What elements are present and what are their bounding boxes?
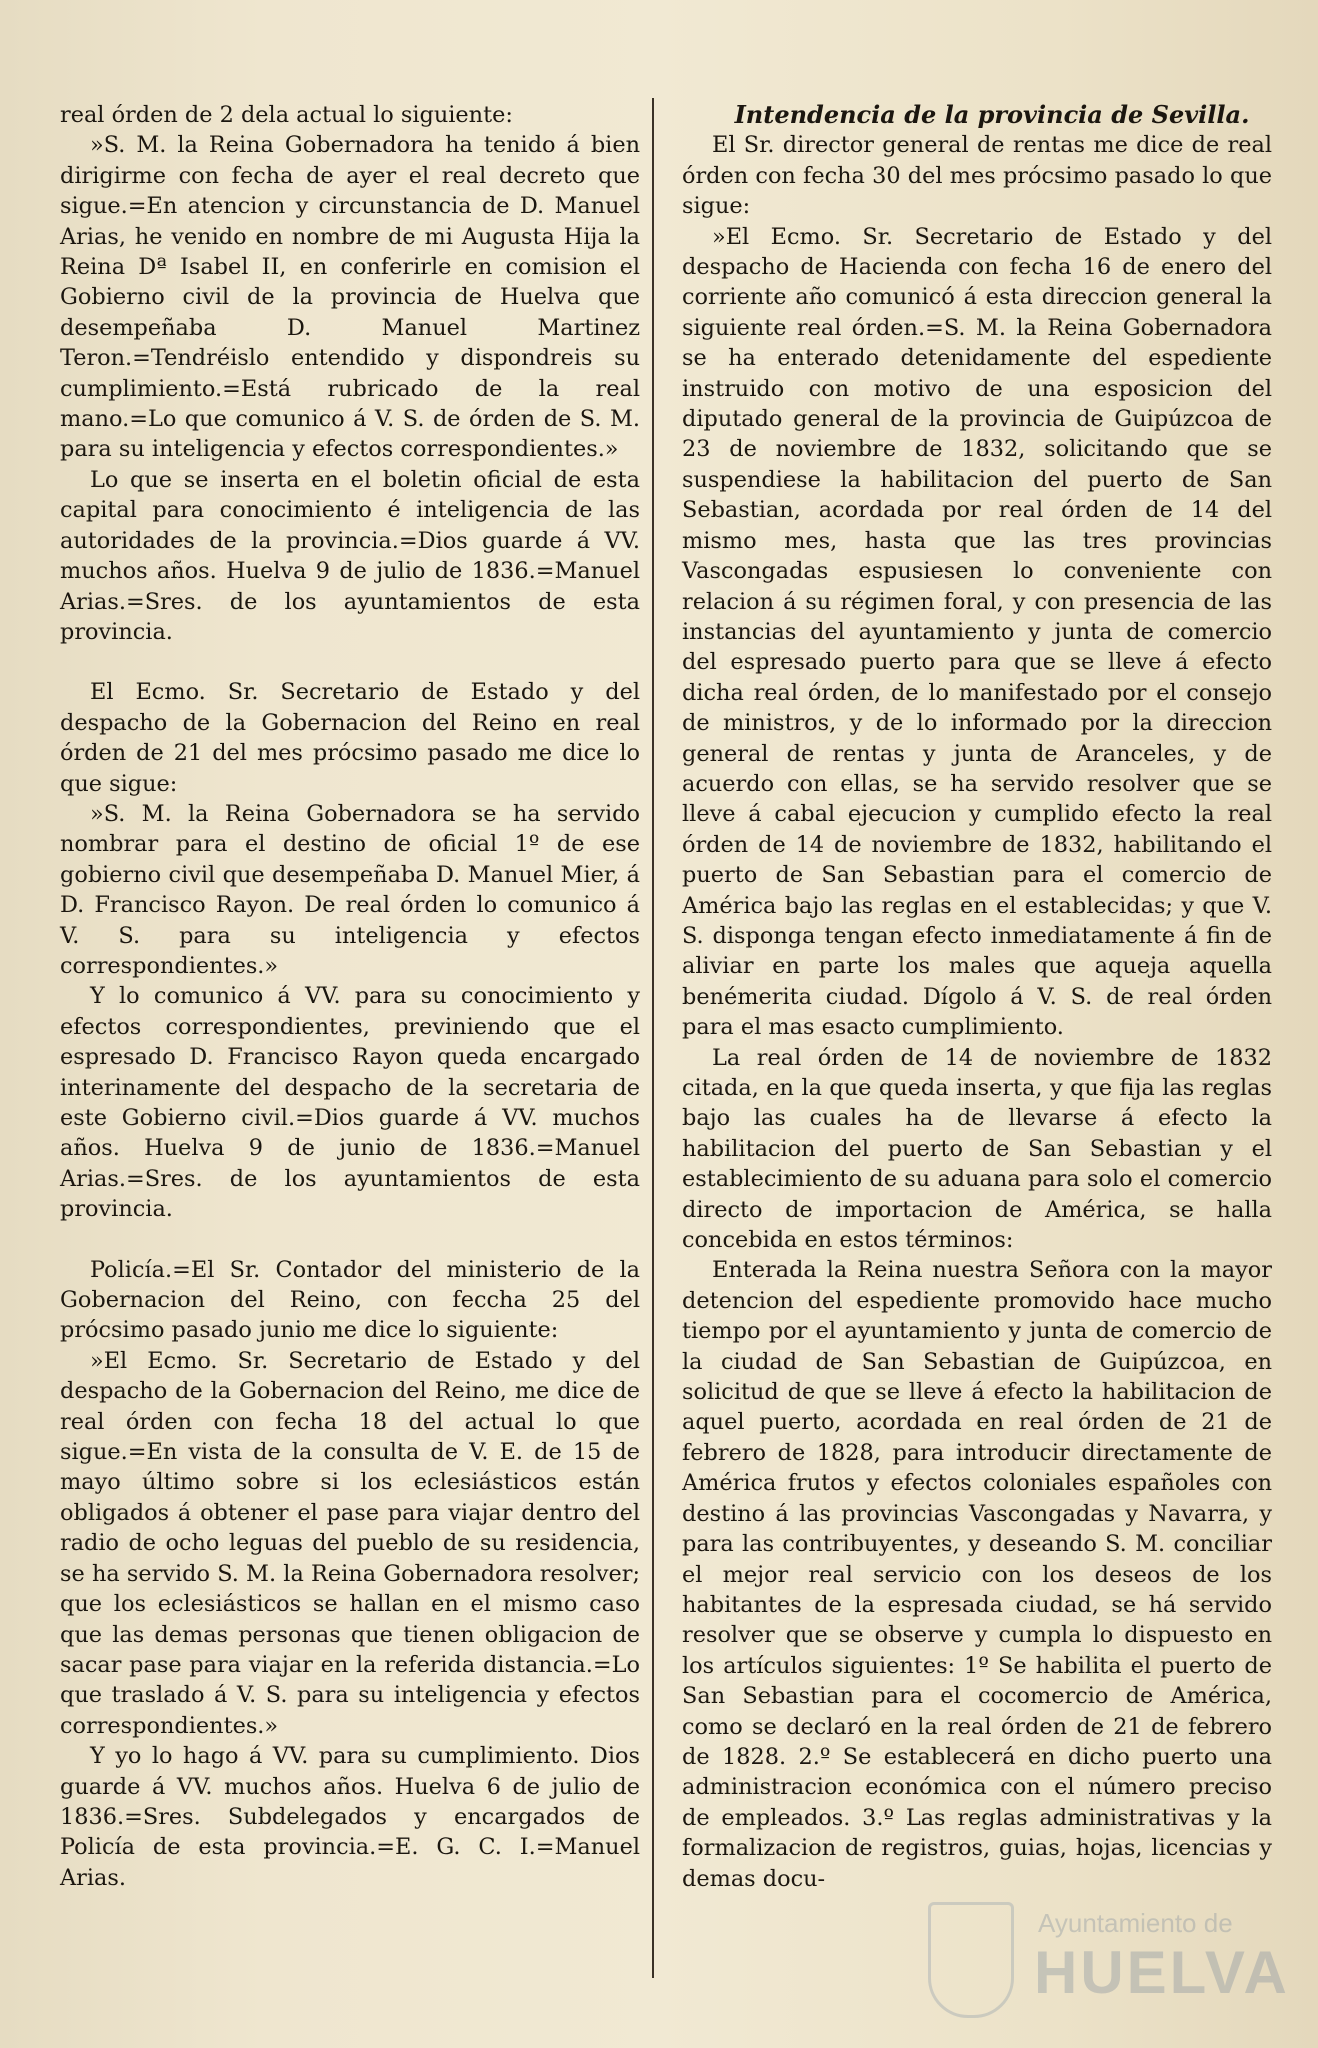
shield-icon — [928, 1902, 1014, 2018]
left-paragraph-7: Policía.=El Sr. Contador del ministerio de la Gobernacion del Reino, con feccha 25 del prócsimo pasado junio me dice lo siguiente: — [60, 1256, 640, 1344]
right-paragraph-2: »El Ecmo. Sr. Secretario de Estado y del despacho de Hacienda con fecha 16 de enero del corriente año comunicó á esta direccion general la siguiente real órden.=S. M. la Reina Gobernadora se ha enterado detenidamente del espediente instruido con motivo de una esposicion del diputado general de la provincia de Guipúzcoa de 23 de noviembre de 1832, solicitando que se suspendiese la habilitacion del puerto de San Sebastian, acordada por real órden de 14 del mismo mes, hasta que las tres provincias Vascongadas espusiesen lo conveniente con relacion á su régimen foral, y con presencia de las instancias del ayuntamiento y junta de comercio del espresado puerto para que se lleve á efecto dicha real órden, de lo manifestado por el consejo de ministros, y de lo informado por la direccion general de rentas y junta de Aranceles, y de acuerdo con ellas, se ha servido resolver que se lleve á cabal ejecucion y cumplido efecto la real órden de 14 de noviembre de 1832, habilitando el puerto de San Sebastian para el comercio de América bajo las reglas en el establecidas; y que V. S. disponga tengan efecto inmediatamente á fin de aliviar en parte los males que aqueja aquella benémerita ciudad. Dígolo á V. S. de real órden para el mas esacto cumplimiento. — [682, 223, 1272, 1041]
right-paragraph-3: La real órden de 14 de noviembre de 1832 citada, en la que queda inserta, y que fija las reglas bajo las cuales ha de llevarse á efecto la habilitacion del puerto de San Sebastian y el establecimiento de su aduana para solo el comercio directo de importacion de América, se halla concebida en estos términos: — [682, 1044, 1272, 1254]
left-paragraph-3: Lo que se inserta en el boletin oficial de esta capital para conocimiento é inteligencia de las autoridades de la provincia.=Dios guarde á VV. muchos años. Huelva 9 de julio de 1836.=Manuel Arias.=Sres. de los ayuntamientos de esta provincia. — [60, 466, 640, 645]
right-paragraph-4: Enterada la Reina nuestra Señora con la mayor detencion del espediente promovido hace mucho tiempo por el ayuntamiento y junta de comercio de la ciudad de San Sebastian de Guipúzcoa, en solicitud de que se lleve á efecto la habilitacion de aquel puerto, acordada en real órden de 21 de febrero de 1828, para introducir directamente de América frutos y efectos coloniales españoles con destino á las provincias Vascongadas y Navarra, y para las contribuyentes, y deseando S. M. conciliar el mejor real servicio con los deseos de los habitantes de la espresada ciudad, se há servido resolver que se observe y cumpla lo dispuesto en los artículos siguientes: 1º Se habilita el puerto de San Sebastian para el cocomercio de América, como se declaró en la real órden de 21 de febrero de 1828. 2.º Se establecerá en dicho puerto una administracion económica con el número preciso de empleados. 3.º Las reglas administrativas y la formalizacion de registros, guias, hojas, licencias y demas docu- — [682, 1257, 1272, 1892]
right-paragraph-1: El Sr. director general de rentas me dice de real órden con fecha 30 del mes prócsimo pasado lo que sigue: — [682, 132, 1272, 220]
left-paragraph-6: Y lo comunico á VV. para su conocimiento y efectos correspondientes, previniendo que el espresado D. Francisco Rayon queda encargado interinamente del despacho de la secretaria de este Gobierno civil.=Dios guarde á VV. muchos años. Huelva 9 de junio de 1836.=Manuel Arias.=Sres. de los ayuntamientos de esta provincia. — [60, 983, 640, 1223]
right-column — [682, 100, 1272, 1894]
watermark-top-text: Ayuntamiento de — [1038, 1908, 1233, 1938]
left-paragraph-8: »El Ecmo. Sr. Secretario de Estado y del despacho de la Gobernacion del Reino, me dice de real órden con fecha 18 del actual lo que sigue.=En vista de la consulta de V. E. de 15 de mayo último sobre si los eclesiásticos están obligados á obtener el pase para viajar dentro del radio de ocho leguas del pueblo de su residencia, se ha servido S. M. la Reina Gobernadora resolver; que los eclesiásticos se hallan en el mismo caso que las demas personas que tienen obligacion de sacar pase para viajar en la referida distancia.=Lo que traslado á V. S. para su inteligencia y efectos correspondientes.» — [60, 1347, 640, 1739]
left-paragraph-2: »S. M. la Reina Gobernadora ha tenido á bien dirigirme con fecha de ayer el real decreto que sigue.=En atencion y circunstancia de D. Manuel Arias, he venido en nombre de mi Augusta Hija la Reina Dª Isabel II, en conferirle en comision el Gobierno civil de la provincia de Huelva que desempeñaba D. Manuel Martinez Teron.=Tendréislo entendido y dispondreis su cumplimiento.=Está rubricado de la real mano.=Lo que comunico á V. S. de órden de S. M. para su inteligencia y efectos correspondientes.» — [60, 132, 640, 463]
left-paragraph-1: real órden de 2 dela actual lo siguiente: — [60, 102, 513, 128]
left-column — [60, 100, 640, 1893]
section-heading: Intendencia de la provincia de Sevilla. — [734, 100, 1250, 129]
column-divider — [652, 98, 654, 1978]
left-paragraph-5: »S. M. la Reina Gobernadora se ha servido nombrar para el destino de oficial 1º de ese gobierno civil que desempeñaba D. Manuel Mier, á D. Francisco Rayon. De real órden lo comunico á V. S. para su inteligencia y efectos correspondientes.» — [60, 800, 640, 979]
left-paragraph-9: Y yo lo hago á VV. para su cumplimiento. Dios guarde á VV. muchos años. Huelva 6 de julio de 1836.=Sres. Subdelegados y encargados de Policía de esta provincia.=E. G. C. I.=Manuel Arias. — [60, 1743, 640, 1891]
left-paragraph-4: El Ecmo. Sr. Secretario de Estado y del despacho de la Gobernacion del Reino en real órden de 21 del mes prócsimo pasado me dice lo que sigue: — [60, 679, 640, 797]
archive-watermark — [928, 1898, 1288, 2018]
watermark-main-text: HUELVA — [1034, 1939, 1290, 2006]
